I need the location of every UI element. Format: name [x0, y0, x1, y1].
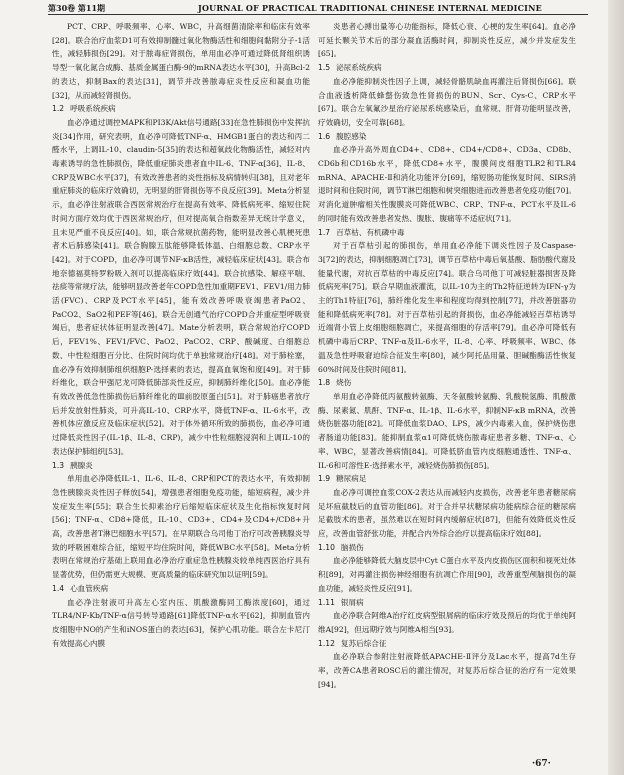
section-title: 呼吸系统疾病	[70, 104, 116, 114]
section-heading	[52, 459, 310, 473]
section-heading	[318, 637, 576, 651]
section-number: 1.9	[318, 474, 331, 484]
section-heading	[318, 596, 576, 610]
page-number: ·67·	[532, 759, 551, 769]
section-title: 脑损伤	[340, 542, 364, 552]
section-title: 泌尿系统疾病	[336, 63, 382, 73]
section-title: 胰腺炎	[70, 460, 93, 470]
section-heading	[318, 541, 576, 555]
book-spine-shadow	[608, 0, 624, 775]
body-paragraph: 单用血必净降低IL-1、IL-6、IL-8、CRP和PCT的表达水平，有效抑制急性胰腺炎炎性因子释放[54]，增强患者细胞免疫功能，缩短病程，减少并发症发生率[55]；联合生长抑素治疗后缩短临床症状及生化指标恢复时间[56]；TNF-α、CD8+降低，IL-10、CD3+、CD4+及CD4+/CD8+升高，改善患者T淋巴细胞水平[57]。在早期联合乌司他丁治疗可改善胰腺炎导致的呼吸困难综合征，缩短平均住院时间，降低WBC水平[58]。Meta分析表明在常规治疗基础上联用血必净治疗重症急性胰腺炎较单纯西医治疗具有显著优势，但仍需更大规模、更高质量的临床研究加以证明[59]。	[52, 474, 310, 580]
section-number: 1.7	[318, 227, 331, 237]
body-paragraph: PCT、CRP、呼吸频率、心率、WBC，升高细菌清除率和临床有效率[28]。联合治疗血浆D1可有效抑制髓过氧化物酶活性和细胞间黏附分子-1活性，减轻肺损伤[29]。对于脓毒症肾损伤，单用血必净可通过降低肾组织诱导型一氧化氮合成酶、基质金属蛋白酶-9的mRNA表达水平[30]，升高Bcl-2的表达，抑制Bax的表达[31]，调节并改善脓毒症炎性反应和凝血功能[32]，从而减轻肾损伤。	[52, 22, 310, 100]
body-paragraph: 血必净通过调控MAPK和PI3K/Akt信号通路[33]在急性肺损伤中发挥抗炎[34]作用，研究表明，血必净可降低TNF-α、HMGB1蛋白的表达和丙二醛水平，上调IL-10、claudin-5[35]的表达和超氧歧化物酶活性，减轻对内毒素诱导的急性肺损伤，降低重症肺炎患者血中IL-6、TNF-α[36]、IL-8、CRP及WBC水平[37]，有效改善患者的炎性指标及病情转归[38]，且对老年重症肺炎的临床疗效确切，无明显的肝肾损伤等不良反应[39]。Meta分析显示，血必净注射液联合西医常规治疗在提高有效率、降低病死率、缩短住院时间方面疗效均优于西医常规治疗，但对提高氧合指数差异无统计学意义，且未见严重不良反应[40]。如，联合常规抗菌药物，能明显改善心肌梗死患者术后肺感染[41]。联合胸腺五肽能够降低体温、白细胞总数、CRP水平[42]。对于COPD，血必净可调节NF-κB活性，减轻临床症状[43]。联合布地奈德福莫特罗粉吸入剂可以提高临床疗效[44]。联合抗感染、解痉平喘、祛痰等常规疗法，能够明显改善老年COPD急性加重期FEV1、FEV1/用力肺活(FVC)、CRP及PCT水平[45]，能有效改善呼吸衰竭患者PaO2、PaCO2、SaO2和PEF等[46]。联合无创通气治疗COPD合并重症型呼吸衰竭后，患者症状体征明显改善[47]。Mate分析表明，联合常规治疗COPD后，FEV1%、FEV1/FVC、PaO2、PaCO2、CRP、酸碱度、白细胞总数、中性粒细胞百分比、住院时间均优于单独常规治疗[48]。对于肺栓塞，血必净有效抑制肺组织细胞P-选择素的表达，提高血氧饱和度[49]。对于肺纤维化，联合甲强尼龙可降低肺部炎性反应，抑制肺纤维化[50]。血必净能有效改善低急性肺损伤后肺纤维化的Ⅲ前胶原蛋白[51]。对于肺癌患者放疗后并发放射性肺炎，可升高IL-10、CRP水平，降低TNF-α、IL-6水平，改善机体应激反应及临床症状[52]。对于体外循环所致的肺损伤，血必净可通过降低炎性因子(IL-1β、IL-8、CRP)，减少中性粒细胞浸润和上调IL-10的表达保护肺组织[53]。	[52, 117, 310, 456]
body-paragraph: 血必净可调控血浆COX-2表达从而减轻内皮损伤，改善老年患者糖尿病足坏疽截肢后的血管功能[86]。对于合并早状糖尿病功能病综合征的糖尿病足截肢术的患者，虽然难以在短时间内缓解症状[87]，但能有效降低炎性反应，改善血管舒张功能，并配合内外综合治疗以提高临床疗效[88]。	[318, 487, 576, 539]
left-column	[52, 20, 310, 650]
section-title: 腹腔感染	[336, 131, 367, 141]
body-paragraph: 炎患者心搏出量等心功能指标，降低心衰、心梗的发生率[64]。血必净可延长颗关节术后的部分凝血活酶时间，抑制炎性反应，减少并发症发生[65]。	[318, 22, 576, 59]
section-title: 糖尿病足	[336, 474, 367, 484]
section-title: 烧伤	[336, 378, 352, 388]
section-title: 百草枯、有机磷中毒	[336, 227, 405, 237]
running-header	[48, 2, 588, 15]
section-title: 银屑病	[340, 597, 364, 607]
section-heading	[318, 226, 576, 240]
section-title: 心血管疾病	[70, 583, 109, 593]
section-heading	[52, 102, 310, 116]
journal-title: JOURNAL OF PRACTICAL TRADITIONAL CHINESE INTERNAL MEDICINE	[198, 3, 542, 13]
body-paragraph: 血必净升高外周血CD4+、CD8+、CD4+/CD8+、CD3a、CD8b、CD6b和CD16b水平，降低CD8+水平，腹膜间皮细胞TLR2和TLR4 mRNA、APACHE-Ⅱ和消化功能评分[69]，缩短肠功能恢复时间、SIRS消退时间和住院时间，调节T淋巴细胞和树突细胞进而改善患者免疫功能[70]。对消化道肿瘤相关性腹膜炎可降低WBC、CRP、TNF-α、PCT水平及IL-6的同时能有效改善患者发热、腹胀、腹痛等不适症状[71]。	[318, 145, 576, 223]
section-number: 1.5	[318, 63, 331, 73]
body-paragraph: 单用血必净降低丙氨酸转氨酶、天冬氨酸转氨酶、乳酸脱氢酶、肌酸激酶、尿素氮、肌酐、TNF-α、IL-1β、IL-6水平，抑制NF-κB mRNA，改善烧伤脏器功能[82]。可降低血浆DAO、LPS，减少内毒素入血，保护烧伤患者肠道功能[83]。能抑制血浆α1可降低烧伤脓毒症患者多糖、TNF-α、心率、WBC，显著改善病情[84]。可降低脐血管内皮细胞通透性、TNF-α、IL-6和可溶性E-选择素水平，减轻烧伤肺损伤[85]。	[318, 391, 576, 470]
body-paragraph: 血必净联合参附注射液降低APACHE-Ⅱ评分及Lac水平，提高7d生存率，改善CA患者ROSC后的灌注情况，对复苏后综合征的治疗有一定效果[94]。	[318, 652, 576, 689]
section-title: 复苏后综合征	[340, 638, 387, 648]
body-paragraph: 血必净注射液可升高左心室内压、肌酸激酶同工酶浓度[60]，通过TLR4/NF-Kb/TNF-α信号转导通路[61]降低TNF-α水平[62]，抑制血管内皮细胞中NO的产生和iNOS蛋白的表达[63]，保护心肌功能。联合左卡尼汀有效提高心内膜	[52, 597, 310, 648]
section-number: 1.10	[318, 542, 335, 552]
section-number: 1.3	[52, 460, 65, 470]
body-paragraph: 血必净联合阿维A治疗红皮病型银屑病的临床疗效及预后的均优于单纯阿维A[92]，但远期疗效与阿维A相当[93]。	[318, 611, 576, 634]
right-column	[318, 20, 576, 691]
section-heading	[318, 61, 576, 75]
section-heading	[318, 130, 576, 144]
section-number: 1.11	[318, 597, 335, 607]
section-number: 1.2	[52, 104, 65, 114]
section-heading	[318, 472, 576, 486]
section-number: 1.8	[318, 378, 331, 388]
section-heading	[52, 582, 310, 596]
section-number: 1.12	[318, 638, 335, 648]
section-number: 1.4	[52, 583, 65, 593]
body-paragraph: 血必净能够降低大脑皮层中Cyt C蛋白水平及内皮损伤区面积和视死灶体积[89]，对再灌注损伤神经细胞有抗凋亡作用[90]，改善重型颅脑损伤的凝血功能，减轻炎性反应[91]。	[318, 556, 576, 593]
body-paragraph: 对于百草枯引起的肺损伤，单用血必净能下调炎性因子及Caspase-3[72]的表达，抑制细胞凋亡[73]，调节百草枯中毒后氧基酸、脂肪酸代谢及能量代谢，对抗百草枯的中毒反应[74]。联合乌司他丁可减轻脏器损害及降低病死率[75]。联合早期血液灌流，以IL-10为主的Th2特征逆转为IFN-γ为主的Th1特征[76]，肺纤维化发生率和程度均得到控制[77]，并改善脏器功能和降低病死率[78]。对于百草枯引起的肾损伤，血必净能减轻百草枯诱导近端肾小管上皮细胞细胞凋亡，来提高细胞的存活率[79]。血必净可降低有机磷中毒后CRP、TNF-α及IL-6水平，IL-8、心率、呼吸频率、WBC、体温及急性呼吸窘迫综合征发生率[80]，减少阿托品用量、胆碱酯酶活性恢复60%时间及住院时间[81]。	[318, 241, 576, 374]
volume-issue: 第30卷 第11期	[48, 3, 106, 13]
body-paragraph: 血必净能抑制炎性因子上调，减轻骨骼肌缺血再灌注后肾损伤[66]。联合血液透析降低蜂螫伤致急性肾损伤的BUN、Scr、Cys-C、CRP水平[67]。联合左氧氟沙星治疗泌尿系统感染后，血常规、肝肾功能明显改善，疗效确切，安全可靠[68]。	[318, 76, 576, 127]
section-heading	[318, 376, 576, 390]
section-number: 1.6	[318, 131, 331, 141]
